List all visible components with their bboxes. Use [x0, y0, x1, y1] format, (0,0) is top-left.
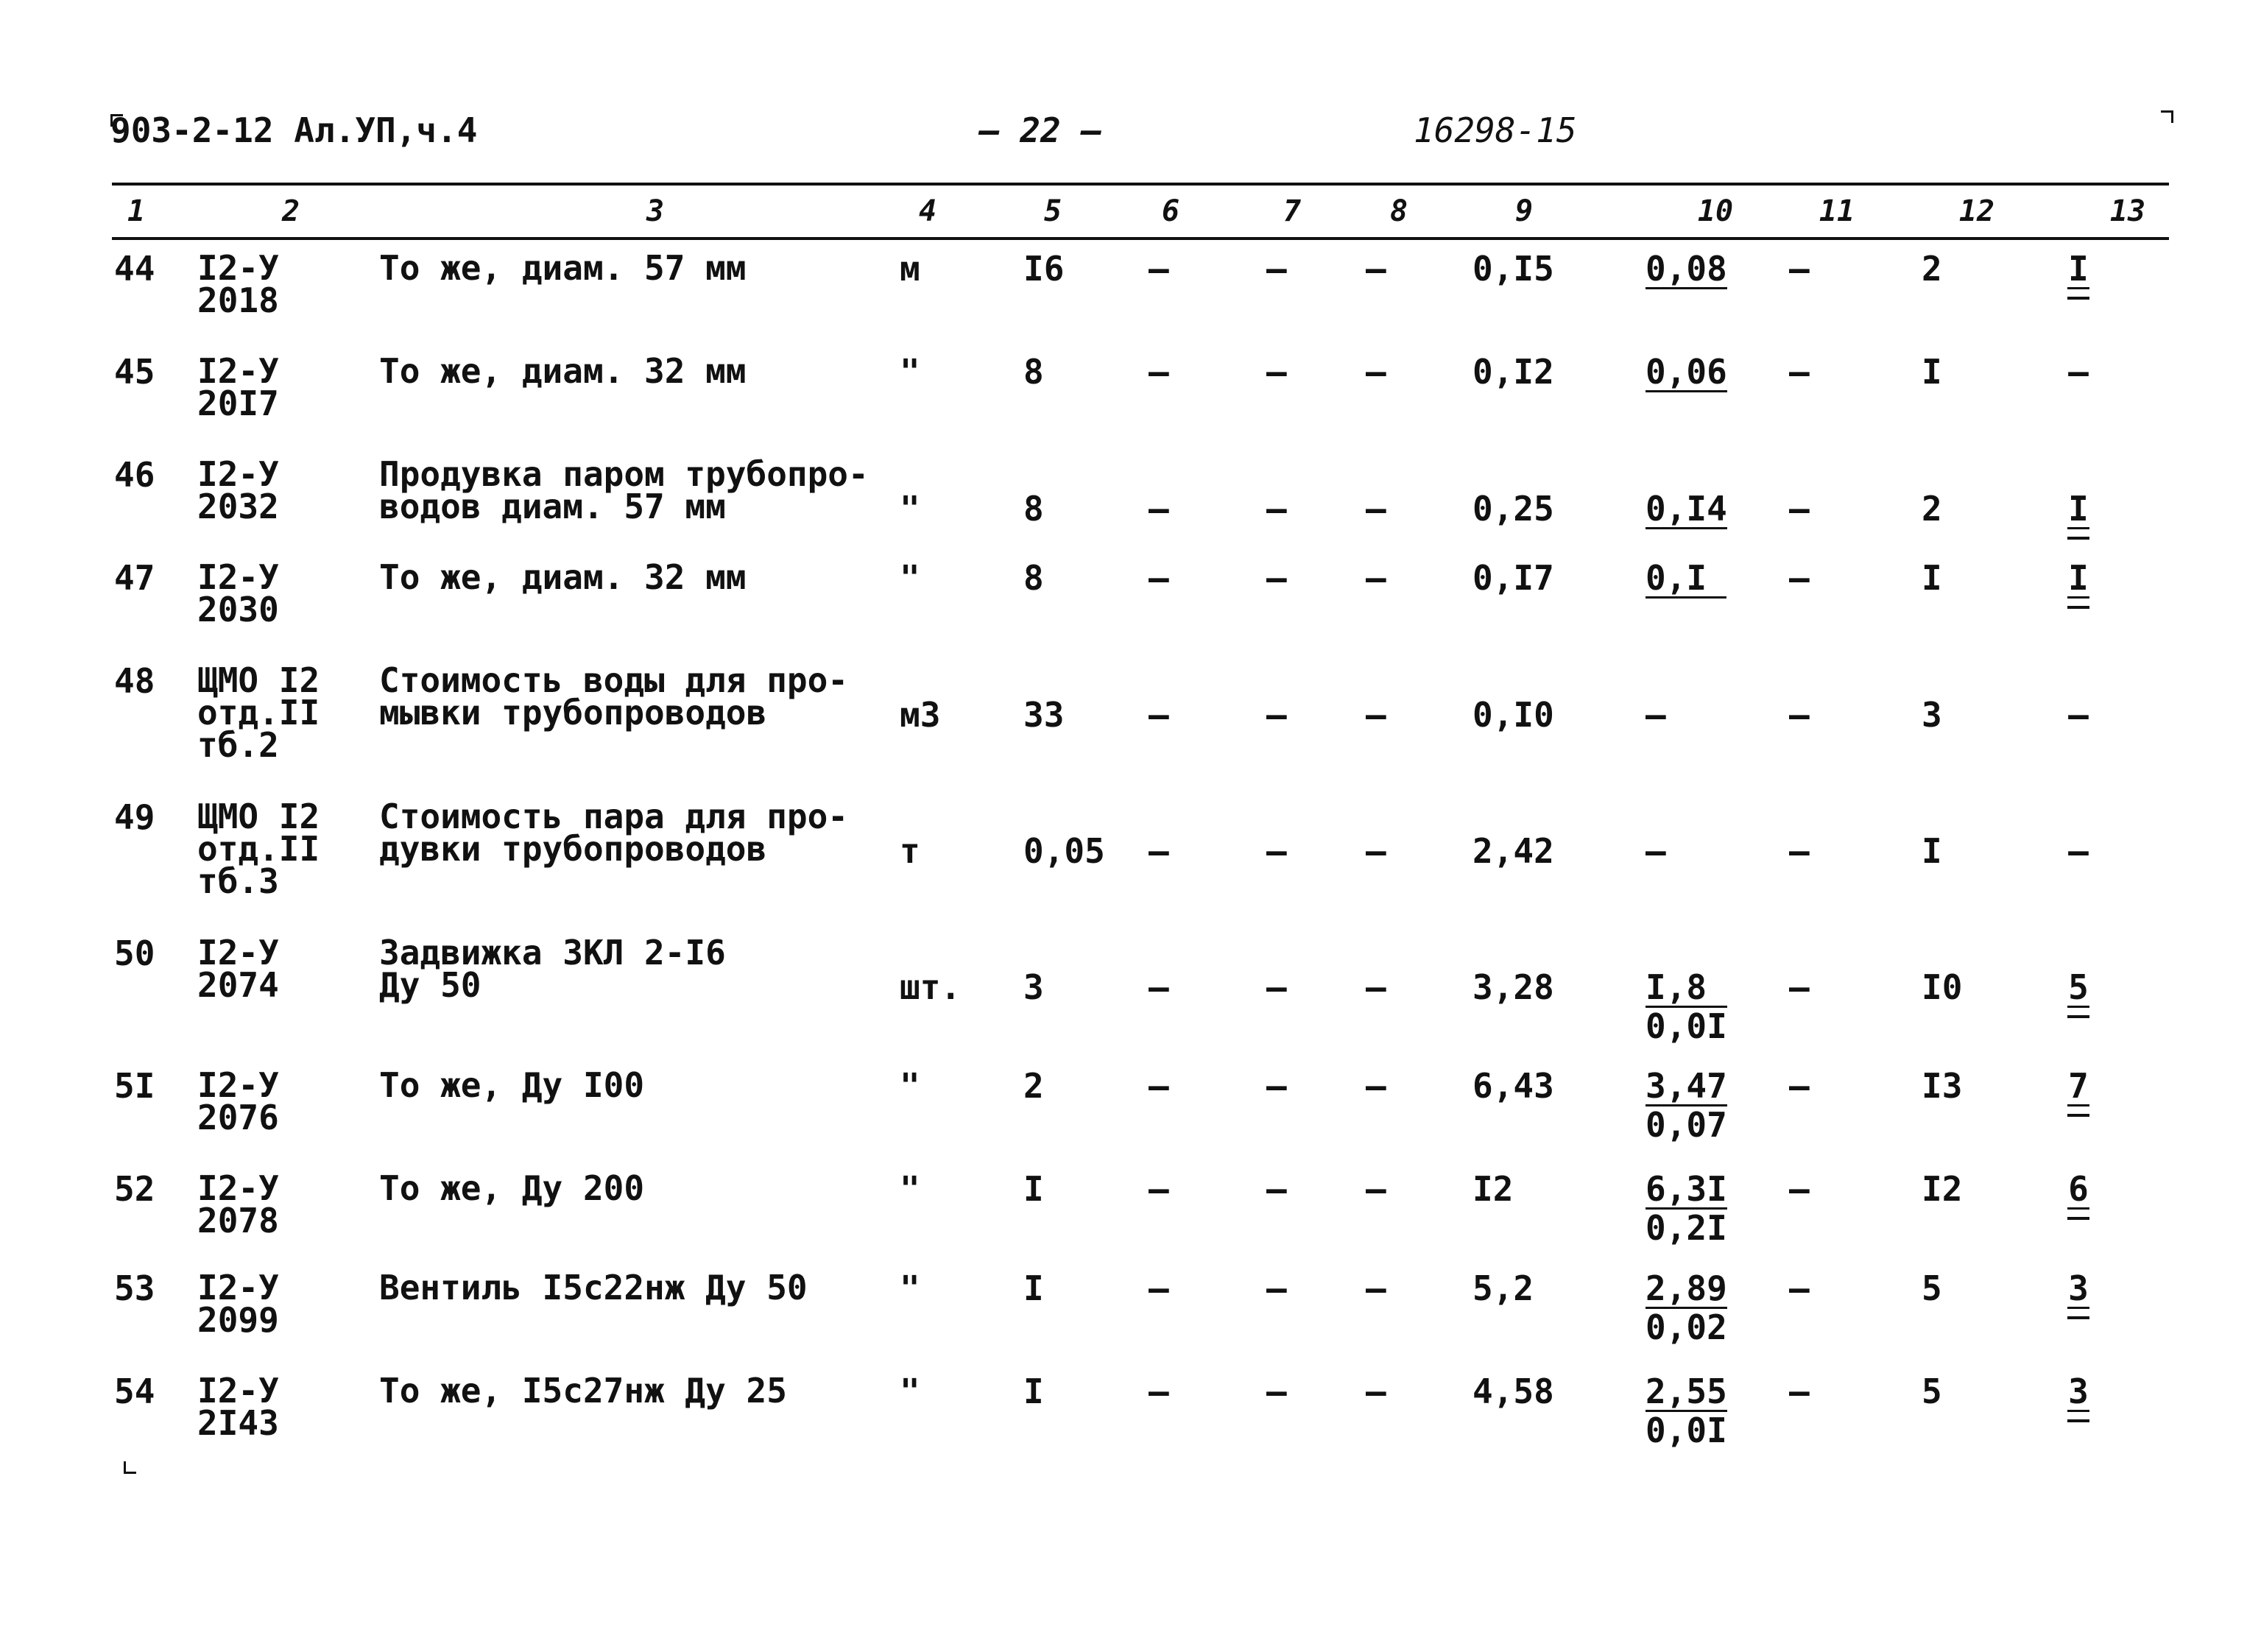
- item-code: I2-У 2I43: [197, 1371, 279, 1443]
- item-name: То же, диам. 32 мм: [379, 351, 747, 391]
- quantity: 3: [1023, 967, 1044, 1007]
- column-6: –: [1149, 352, 1169, 392]
- column-13-underline: [2067, 1217, 2089, 1220]
- column-10-bottom: 0,2I: [1646, 1208, 1727, 1248]
- column-11: –: [1789, 558, 1810, 598]
- column-8: –: [1366, 352, 1386, 392]
- quantity: 8: [1023, 352, 1044, 392]
- column-6: –: [1149, 831, 1169, 871]
- column-7: –: [1266, 1066, 1287, 1106]
- column-10-top: –: [1646, 695, 1666, 735]
- column-10-value: [1646, 489, 1727, 531]
- column-6: –: [1149, 249, 1169, 289]
- column-10-top: 0,I4: [1646, 489, 1727, 529]
- column-8: –: [1366, 489, 1386, 529]
- column-10-top: 0,06: [1646, 352, 1727, 392]
- column-10-value: [1646, 1066, 1727, 1145]
- unit-price: 2,42: [1472, 831, 1554, 871]
- corner-mark-bottom-left: [124, 1461, 136, 1474]
- column-10-top: 0,08: [1646, 249, 1727, 289]
- column-10-value: [1646, 1169, 1727, 1248]
- column-7: –: [1266, 967, 1287, 1007]
- item-name: То же, Ду I00: [379, 1065, 645, 1105]
- column-13-number: I: [2068, 249, 2089, 289]
- column-6: –: [1149, 558, 1169, 598]
- column-11: –: [1789, 831, 1810, 871]
- unit: ": [900, 558, 920, 598]
- column-8: –: [1366, 1169, 1386, 1209]
- column-7: –: [1266, 695, 1287, 735]
- item-code: ЩМО I2 отд.II тб.3: [197, 797, 320, 901]
- item-code: I2-У 2074: [197, 933, 279, 1005]
- unit: ": [900, 1268, 920, 1308]
- column-6: –: [1149, 1169, 1169, 1209]
- unit-price: 0,I5: [1472, 249, 1554, 289]
- column-13-number: 3: [2068, 1268, 2089, 1308]
- column-10-value: [1646, 558, 1726, 600]
- row-number: 53: [114, 1268, 155, 1308]
- unit-price: 3,28: [1472, 967, 1554, 1007]
- column-13-value: [2067, 558, 2089, 609]
- column-13-underline: [2067, 606, 2089, 609]
- item-code: I2-У 2076: [197, 1065, 279, 1137]
- column-7: –: [1266, 249, 1287, 289]
- column-13-number: I: [2068, 489, 2089, 529]
- item-name: Стоимость воды для про- мывки трубопроводов: [379, 660, 848, 733]
- column-13-underline: [2067, 537, 2089, 540]
- column-11: –: [1789, 489, 1810, 529]
- column-10-value: [1646, 1372, 1727, 1450]
- column-8: –: [1366, 558, 1386, 598]
- column-8: –: [1366, 249, 1386, 289]
- unit: т: [900, 831, 920, 871]
- column-13-number: 5: [2068, 967, 2089, 1007]
- item-name: Стоимость пара для про- дувки трубопроводов: [379, 797, 848, 869]
- column-10-bottom: 0,02: [1646, 1307, 1727, 1347]
- column-13-underline: [2067, 1316, 2089, 1319]
- column-number-1: 1: [127, 194, 146, 228]
- column-8: –: [1366, 967, 1386, 1007]
- column-12: I3: [1922, 1066, 1963, 1106]
- column-11: –: [1789, 1169, 1810, 1209]
- column-number-13: 13: [2109, 194, 2146, 228]
- column-13-value: [2067, 249, 2089, 300]
- row-number: 46: [114, 455, 155, 495]
- column-10-value: [1646, 967, 1727, 1046]
- column-13-value: [2067, 1374, 2089, 1422]
- unit: ": [900, 1169, 920, 1209]
- row-number: 49: [114, 797, 155, 837]
- column-number-11: 11: [1819, 194, 1855, 228]
- column-7: –: [1266, 831, 1287, 871]
- column-12: 2: [1922, 489, 1942, 529]
- column-7: –: [1266, 352, 1287, 392]
- item-code: I2-У 2078: [197, 1168, 279, 1240]
- unit: шт.: [900, 967, 962, 1007]
- column-13-value: [2067, 1169, 2089, 1220]
- column-number-5: 5: [1043, 194, 1062, 228]
- quantity: I: [1023, 1169, 1044, 1209]
- column-10-value: [1646, 352, 1727, 394]
- column-11: –: [1789, 1066, 1810, 1106]
- column-8: –: [1366, 1372, 1386, 1411]
- item-name: Вентиль I5с22нж Ду 50: [379, 1268, 808, 1307]
- column-7: –: [1266, 489, 1287, 529]
- unit: м: [900, 249, 920, 289]
- row-number: 48: [114, 661, 155, 701]
- table-row: [0, 1366, 2261, 1498]
- column-12: I: [1922, 352, 1942, 392]
- column-13-value: [2067, 489, 2089, 540]
- item-code: I2-У 2032: [197, 454, 279, 526]
- item-code: I2-У 2099: [197, 1268, 279, 1340]
- column-number-12: 12: [1958, 194, 1995, 228]
- unit-price: 5,2: [1472, 1268, 1534, 1308]
- column-6: –: [1149, 1268, 1169, 1308]
- column-13-value: [2067, 695, 2089, 735]
- column-12: 5: [1922, 1268, 1942, 1308]
- column-13-value: [2067, 967, 2089, 1018]
- column-13-underline: [2067, 1419, 2089, 1422]
- column-12: I0: [1922, 967, 1963, 1007]
- unit-price: I2: [1472, 1169, 1514, 1209]
- unit-price: 0,25: [1472, 489, 1554, 529]
- column-13-number: I: [2068, 558, 2089, 598]
- quantity: 8: [1023, 489, 1044, 529]
- column-number-6: 6: [1161, 194, 1180, 228]
- item-name: То же, I5с27нж Ду 25: [379, 1371, 787, 1411]
- column-7: –: [1266, 558, 1287, 598]
- unit: ": [900, 1372, 920, 1411]
- document-reference: 903-2-12 Ал.УП,ч.4: [110, 110, 478, 150]
- unit-price: 0,I2: [1472, 352, 1554, 392]
- column-10-value: [1646, 695, 1726, 735]
- document-header: [0, 96, 2261, 162]
- item-name: Задвижка ЗКЛ 2-I6 Ду 50: [379, 933, 726, 1005]
- column-13-number: 6: [2068, 1169, 2089, 1209]
- unit-price: 0,I0: [1472, 695, 1554, 735]
- column-number-10: 10: [1697, 194, 1734, 228]
- row-number: 5I: [114, 1066, 155, 1106]
- column-10-bottom: [1646, 392, 1727, 394]
- sheet-code: 16298-15: [1414, 110, 1577, 150]
- column-13-value: [2067, 352, 2089, 392]
- item-name: То же, диам. 32 мм: [379, 557, 747, 597]
- page-number: — 22 —: [979, 110, 1102, 150]
- quantity: 33: [1023, 695, 1065, 735]
- item-code: I2-У 20I7: [197, 351, 279, 423]
- column-11: –: [1789, 695, 1810, 735]
- column-13-underline: [2067, 1114, 2089, 1117]
- column-7: –: [1266, 1372, 1287, 1411]
- column-12: I2: [1922, 1169, 1963, 1209]
- column-11: –: [1789, 249, 1810, 289]
- column-13-number: 3: [2068, 1372, 2089, 1411]
- row-number: 50: [114, 933, 155, 973]
- quantity: I6: [1023, 249, 1065, 289]
- quantity: 8: [1023, 558, 1044, 598]
- column-10-top: 3,47: [1646, 1066, 1727, 1106]
- row-number: 54: [114, 1372, 155, 1411]
- quantity: 0,05: [1023, 831, 1105, 871]
- column-number-7: 7: [1283, 194, 1302, 228]
- table-row: [0, 928, 2261, 1060]
- column-10-bottom: 0,0I: [1646, 1411, 1727, 1450]
- column-10-value: [1646, 1268, 1727, 1347]
- column-10-top: 2,89: [1646, 1268, 1727, 1308]
- quantity: 2: [1023, 1066, 1044, 1106]
- table-header-rule: [112, 237, 2169, 240]
- item-code: I2-У 2030: [197, 557, 279, 629]
- column-10-top: –: [1646, 831, 1666, 871]
- column-10-bottom: 0,0I: [1646, 1006, 1727, 1046]
- table-row: [0, 791, 2261, 924]
- column-6: –: [1149, 489, 1169, 529]
- row-number: 52: [114, 1169, 155, 1209]
- table-top-rule: [112, 183, 2169, 186]
- column-8: –: [1366, 831, 1386, 871]
- item-name: Продувка паром трубопро- водов диам. 57 мм: [379, 454, 869, 526]
- column-12: 3: [1922, 695, 1942, 735]
- column-13-underline: [2067, 1015, 2089, 1018]
- column-13-number: 7: [2068, 1066, 2089, 1106]
- item-code: ЩМО I2 отд.II тб.2: [197, 660, 320, 765]
- column-10-bottom: [1646, 529, 1727, 531]
- table-row: [0, 655, 2261, 788]
- column-12: I: [1922, 558, 1942, 598]
- unit: ": [900, 489, 920, 529]
- column-8: –: [1366, 1066, 1386, 1106]
- column-11: –: [1789, 352, 1810, 392]
- column-10-bottom: 0,07: [1646, 1105, 1727, 1145]
- column-8: –: [1366, 1268, 1386, 1308]
- column-13-number: –: [2068, 831, 2089, 871]
- unit-price: 0,I7: [1472, 558, 1554, 598]
- item-code: I2-У 2018: [197, 248, 279, 320]
- column-10-top: I,8: [1646, 970, 1727, 1008]
- column-7: –: [1266, 1169, 1287, 1209]
- column-6: –: [1149, 967, 1169, 1007]
- column-6: –: [1149, 695, 1169, 735]
- column-13-value: [2067, 831, 2089, 871]
- row-number: 45: [114, 352, 155, 392]
- column-13-number: –: [2068, 352, 2089, 392]
- unit-price: 6,43: [1472, 1066, 1554, 1106]
- column-13-value: [2067, 1268, 2089, 1319]
- column-6: –: [1149, 1066, 1169, 1106]
- column-12: 2: [1922, 249, 1942, 289]
- column-10-top: 0,I: [1646, 561, 1726, 599]
- column-6: –: [1149, 1372, 1169, 1411]
- column-12: I: [1922, 831, 1942, 871]
- column-10-value: [1646, 831, 1726, 871]
- column-11: –: [1789, 1268, 1810, 1308]
- column-11: –: [1789, 967, 1810, 1007]
- item-name: То же, диам. 57 мм: [379, 248, 747, 288]
- quantity: I: [1023, 1268, 1044, 1308]
- column-11: –: [1789, 1372, 1810, 1411]
- unit: м3: [900, 695, 941, 735]
- quantity: I: [1023, 1372, 1044, 1411]
- unit-price: 4,58: [1472, 1372, 1554, 1411]
- item-name: То же, Ду 200: [379, 1168, 645, 1208]
- row-number: 47: [114, 558, 155, 598]
- row-number: 44: [114, 249, 155, 289]
- column-12: 5: [1922, 1372, 1942, 1411]
- column-10-value: [1646, 249, 1727, 291]
- column-number-2: 2: [281, 194, 300, 228]
- column-10-top: 6,3I: [1646, 1169, 1727, 1209]
- column-number-4: 4: [918, 194, 937, 228]
- column-number-row: [0, 188, 2261, 233]
- column-10-bottom: [1646, 289, 1727, 291]
- unit: ": [900, 1066, 920, 1106]
- column-13-value: [2067, 1066, 2089, 1117]
- column-number-3: 3: [646, 194, 665, 228]
- unit: ": [900, 352, 920, 392]
- column-number-9: 9: [1514, 194, 1534, 228]
- column-10-top: 2,55: [1646, 1372, 1727, 1411]
- column-13-number: –: [2068, 695, 2089, 735]
- column-13-underline: [2067, 297, 2089, 300]
- column-number-8: 8: [1389, 194, 1408, 228]
- column-7: –: [1266, 1268, 1287, 1308]
- column-10-bottom: [1646, 599, 1726, 600]
- column-8: –: [1366, 695, 1386, 735]
